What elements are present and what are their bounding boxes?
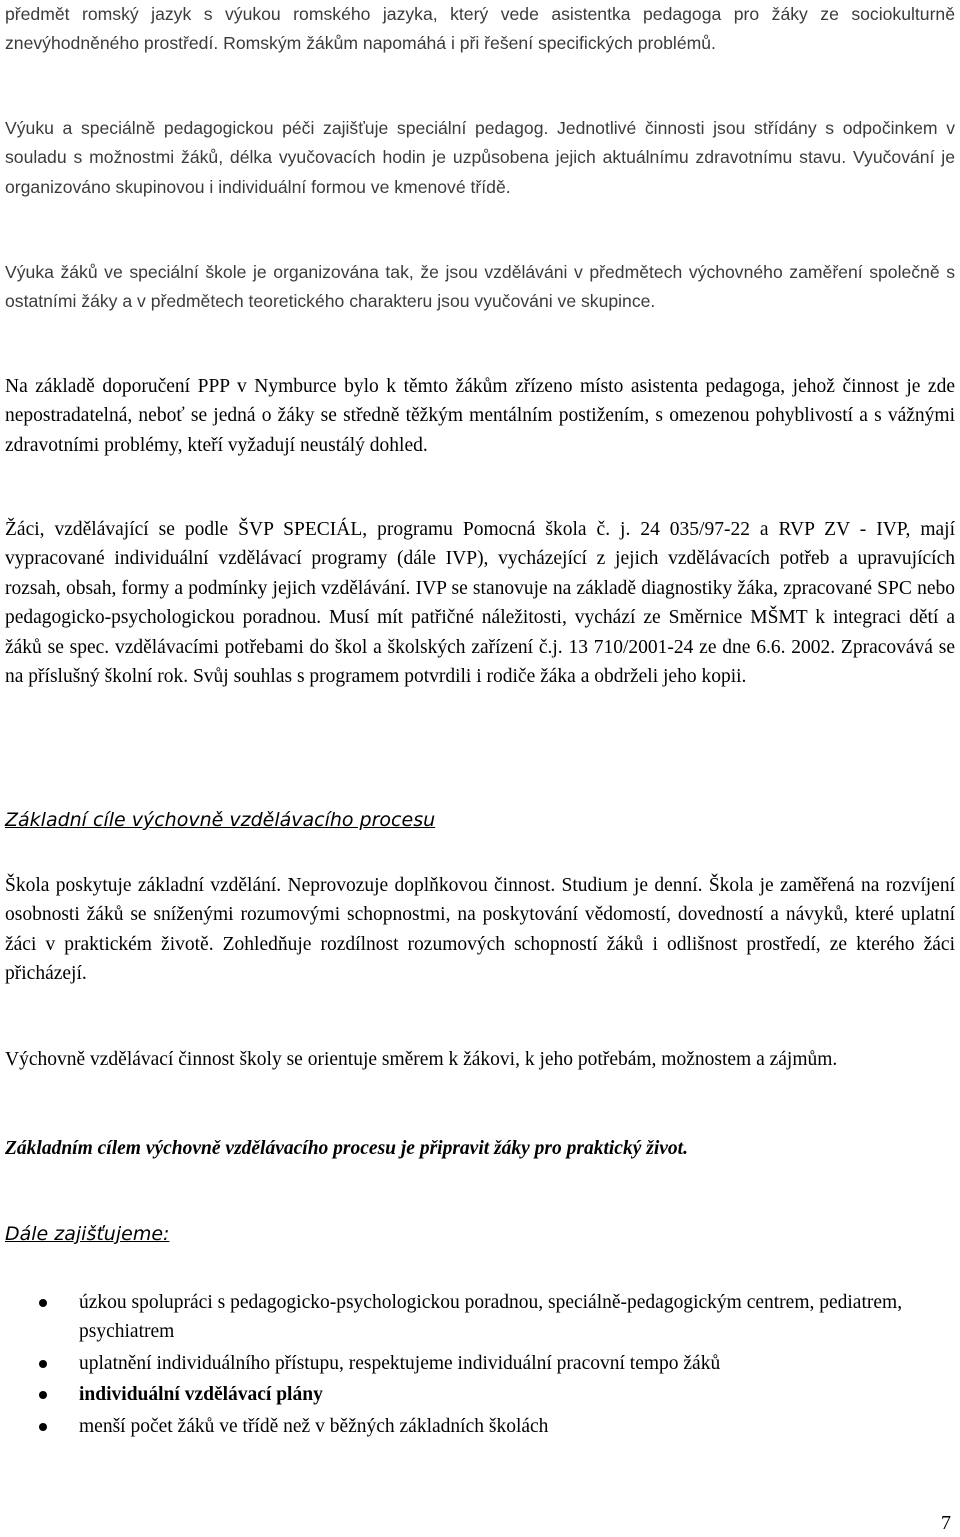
paragraph-zakladni-cil: Základním cílem výchovně vzdělávacího procesu je připravit žáky pro praktický život.: [5, 1138, 688, 1159]
paragraph-vychovne-vzdelavaci: Výchovně vzdělávací činnost školy se orientuje směrem k žákovi, k jeho potřebám, možnostem a zájmům.: [5, 1049, 838, 1070]
list-item: [5, 1412, 955, 1441]
paragraph-specialni-skola: Výuka žáků ve speciální škole je organizována tak, že jsou vzděláváni v předmětech výchovného zaměření společně s ostatními žáky a v předmětech teoretického charakteru jsou vyučováni ve skupince.: [5, 262, 955, 312]
section-heading-zakladni-cile: Základní cíle výchovně vzdělávacího procesu: [5, 809, 436, 831]
bullet-icon: [39, 1423, 47, 1431]
list-dale-zajistujeme: [5, 1288, 955, 1441]
paragraph-romsky-jazyk: předmět romský jazyk s výukou romského jazyka, který vede asistentka pedagoga pro žáky ze sociokulturně znevýhodněného prostředí. Romským žákům napomáhá i při řešení specifických problémů.: [5, 4, 955, 54]
paragraph-ivp: Žáci, vzdělávající se podle ŠVP SPECIÁL, programu Pomocná škola č. j. 24 035/97-22 a RVP ZV - IVP, mají vypracované individuální vzdělávací programy (dále IVP), vycházející z jejich vzdělávacích potřeb a upravujících rozsah, obsah, formy a podmínky jejich vzdělávání. IVP se stanovuje na základě diagnostiky žáka, zpracované SPC nebo pedagogicko-psychologickou poradnou. Musí mít patřičné náležitosti, vychází ze Směrnice MŠMT k integraci dětí a žáků se spec. vzdělávacími potřebami do škol a školských zařízení č.j. 13 710/2001-24 ze dne 6.6. 2002. Zpracovává se na příslušný školní rok. Svůj souhlas s programem potvrdili i rodiče žáka a obdrželi jeho kopii.: [5, 519, 955, 688]
paragraph-skola-poskytuje: Škola poskytuje základní vzdělání. Neprovozuje doplňkovou činnost. Studium je denní. Škola je zaměřená na rozvíjení osobnosti žáků se sníženými rozumovými schopnostmi, na poskytování vědomostí, dovedností a návyků, které uplatní žáci v praktickém životě. Zohledňuje rozdílnost rozumových schopností žáků i odlišnost prostředí, ze kterého žáci přicházejí.: [5, 875, 955, 985]
bullet-icon: [39, 1299, 47, 1307]
page-number: 7: [941, 1512, 951, 1534]
bullet-icon: [39, 1391, 47, 1399]
bullet-icon: [39, 1360, 47, 1368]
list-item: [5, 1380, 955, 1409]
paragraph-vyuka-pece: Výuku a speciálně pedagogickou péči zajišťuje speciální pedagog. Jednotlivé činnosti jsou střídány s odpočinkem v souladu s možnostmi žáků, délka vyučovacích hodin je uzpůsobena jejich aktuálnímu zdravotnímu stavu. Vyučování je organizováno skupinovou i individuální formou ve kmenové třídě.: [5, 118, 955, 197]
list-item: [5, 1288, 955, 1347]
list-item-text: úzkou spolupráci s pedagogicko-psychologickou poradnou, speciálně-pedagogickým centrem, pediatrem, psychiatrem: [79, 1292, 903, 1343]
paragraph-asistent-pedagoga: Na základě doporučení PPP v Nymburce bylo k těmto žákům zřízeno místo asistenta pedagoga, jehož činnost je zde nepostradatelná, neboť se jedná o žáky se středně těžkým mentálním postižením, s omezenou pohyblivostí a s vážnými zdravotními problémy, kteří vyžadují neustálý dohled.: [5, 376, 955, 456]
list-item-text: uplatnění individuálního přístupu, respektujeme individuální pracovní tempo žáků: [79, 1352, 721, 1374]
list-item-text: menší počet žáků ve třídě než v běžných základních školách: [79, 1415, 549, 1437]
section-heading-dale-zajistujeme: Dále zajišťujeme:: [5, 1223, 170, 1245]
list-item: [5, 1349, 955, 1378]
list-item-text: individuální vzdělávací plány: [79, 1384, 323, 1406]
